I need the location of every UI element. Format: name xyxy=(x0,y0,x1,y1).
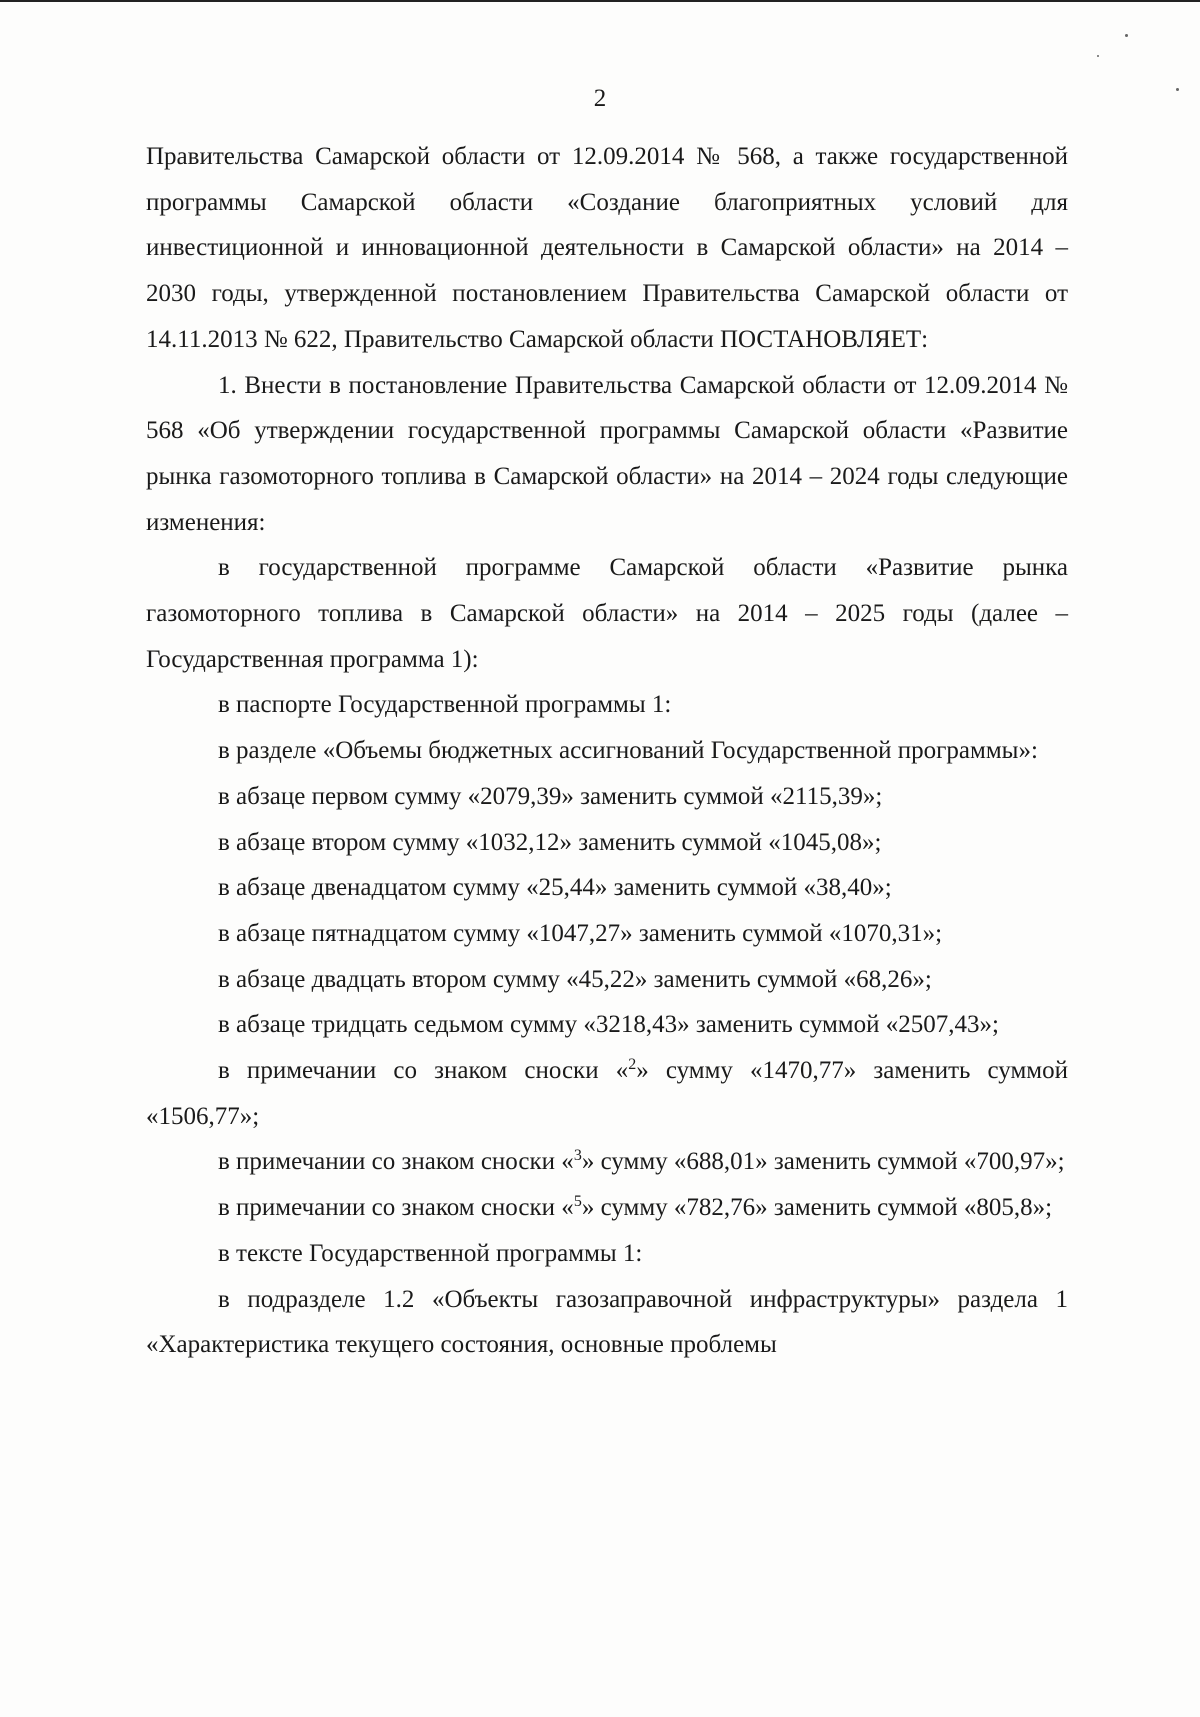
scan-speck xyxy=(1097,55,1099,57)
footnote-text-before: в примечании со знаком сноски « xyxy=(218,1057,629,1085)
document-body xyxy=(146,134,1068,1368)
footnote-text-after: » сумму «1470,77» заменить суммой «1506,77»; xyxy=(146,1057,1068,1130)
paragraph-preamble: Правительства Самарской области от 12.09.2014 № 568, а также государственной программы Самарской области «Создание благоприятных условий для инвестиционной и инновационной деятельности в Самарской области» на 2014 – 2030 годы, утвержденной постановлением Правительства Самарской области от 14.11.2013 № 622, Правительство Самарской области ПОСТАНОВЛЯЕТ: xyxy=(146,143,1068,353)
footnote-mark: 2 xyxy=(628,1056,637,1074)
footnote-text-before: в примечании со знаком сноски « xyxy=(218,1194,574,1222)
paragraph-amendment-thirty-seventh: в абзаце тридцать седьмом сумму «3218,43» заменить суммой «2507,43»; xyxy=(218,1011,999,1039)
paragraph-passport: в паспорте Государственной программы 1: xyxy=(218,691,672,719)
paragraph-program-1: в государственной программе Самарской области «Развитие рынка газомоторного топлива в Самарской области» на 2014 – 2025 годы (далее – Государственная программа 1): xyxy=(146,554,1068,673)
page-number: 2 xyxy=(593,85,607,112)
footnote-text-before: в примечании со знаком сноски « xyxy=(218,1148,574,1176)
paragraph-footnote-5 xyxy=(146,1185,1068,1231)
paragraph-amendment-twelfth: в абзаце двенадцатом сумму «25,44» заменить суммой «38,40»; xyxy=(218,874,892,902)
paragraph-amendment-second: в абзаце втором сумму «1032,12» заменить суммой «1045,08»; xyxy=(218,828,882,856)
scan-speck xyxy=(1125,34,1128,37)
paragraph-footnote-2 xyxy=(146,1048,1068,1139)
paragraph-amendment-twenty-second: в абзаце двадцать втором сумму «45,22» заменить суммой «68,26»; xyxy=(218,965,932,993)
footnote-mark: 5 xyxy=(573,1193,582,1211)
paragraph-amendment-fifteenth: в абзаце пятнадцатом сумму «1047,27» заменить суммой «1070,31»; xyxy=(218,919,943,947)
paragraph-program-text: в тексте Государственной программы 1: xyxy=(218,1239,643,1267)
paragraph-subsection-1-2: в подразделе 1.2 «Объекты газозаправочной инфраструктуры» раздела 1 «Характеристика текущего состояния, основные проблемы xyxy=(146,1285,1068,1359)
footnote-text-after: » сумму «688,01» заменить суммой «700,97»; xyxy=(581,1148,1065,1176)
footnote-text-after: » сумму «782,76» заменить суммой «805,8»; xyxy=(581,1194,1053,1222)
paragraph-amendment-first: в абзаце первом сумму «2079,39» заменить суммой «2115,39»; xyxy=(218,782,883,810)
page-top-edge xyxy=(0,0,1200,2)
paragraph-item-1: 1. Внести в постановление Правительства Самарской области от 12.09.2014 № 568 «Об утверждении государственной программы Самарской области «Развитие рынка газомоторного топлива в Самарской области» на 2014 – 2024 годы следующие изменения: xyxy=(146,371,1068,536)
footnote-mark: 3 xyxy=(573,1147,582,1165)
paragraph-footnote-3 xyxy=(146,1139,1068,1185)
paragraph-section-budget: в разделе «Объемы бюджетных ассигнований Государственной программы»: xyxy=(218,737,1038,765)
